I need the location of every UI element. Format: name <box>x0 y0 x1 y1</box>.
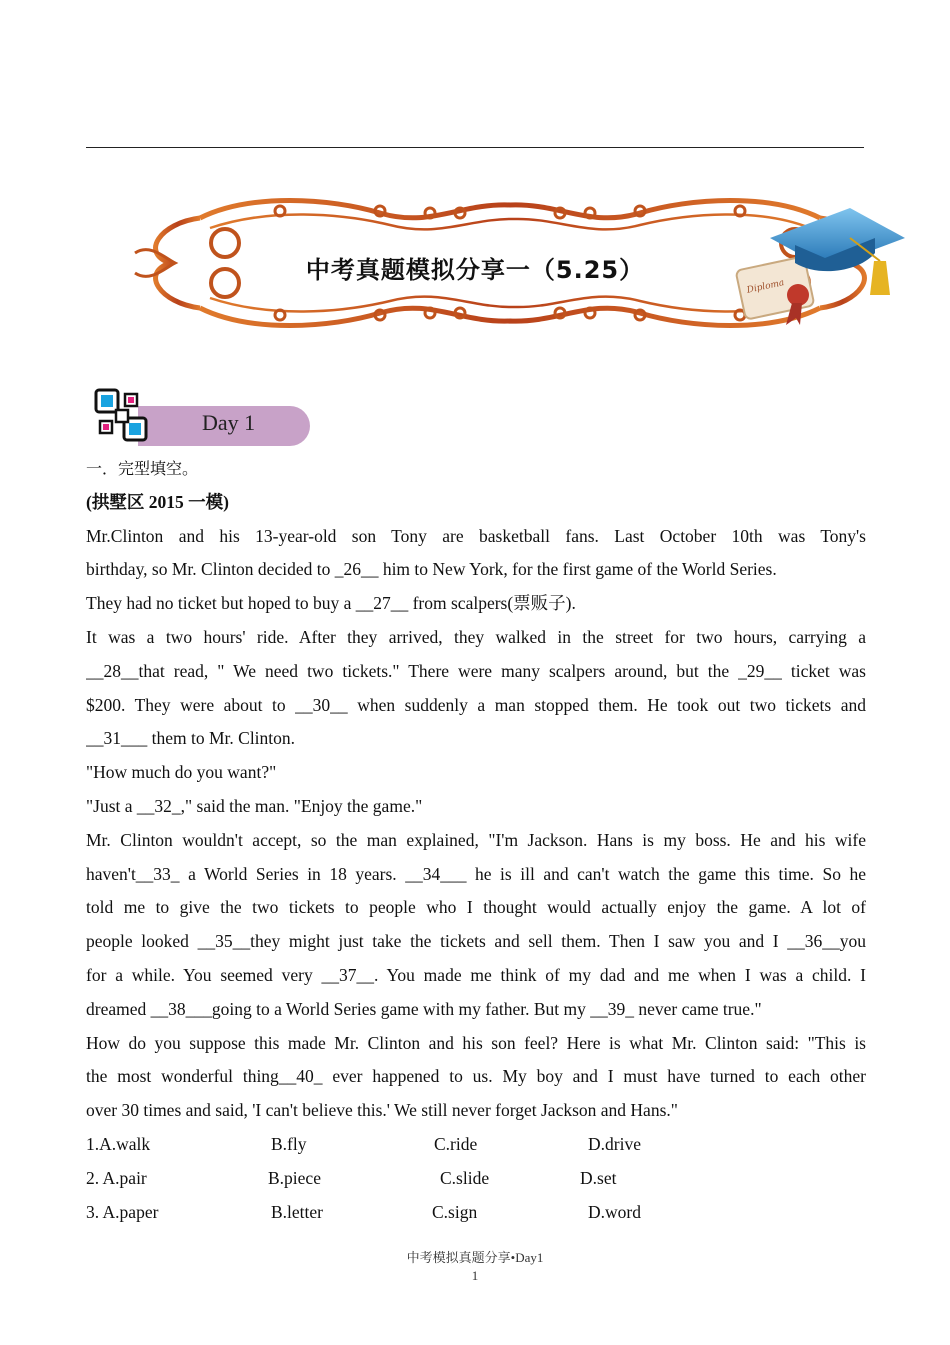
option-b: B.piece <box>268 1167 321 1188</box>
passage-line: people looked __35__they might just take the tickets and sell them. Then I saw you and I __36__you <box>86 931 866 952</box>
page-number: 1 <box>471 1268 479 1283</box>
question-row <box>86 1196 866 1230</box>
banner-title: 中考真题模拟分享一（5.25） <box>305 256 645 284</box>
passage-line: It was a two hours' ride. After they arrived, they walked in the street for two hours, carrying a <box>86 626 866 647</box>
passage-line: __31___ them to Mr. Clinton. <box>86 728 296 749</box>
option-c: C.sign <box>432 1201 478 1222</box>
passage-line: dreamed __38___going to a World Series game with my father. But my __39_ never came true." <box>86 998 762 1019</box>
passage-line: over 30 times and said, 'I can't believe this.' We still never forget Jackson and Hans." <box>86 1100 678 1121</box>
passage-line: the most wonderful thing__40_ ever happened to us. My boy and I must have turned to each other <box>86 1066 866 1087</box>
option-b: B.letter <box>271 1201 323 1222</box>
passage-line: "Just a __32_," said the man. "Enjoy the game." <box>86 795 423 816</box>
option-d: D.word <box>588 1201 641 1222</box>
passage-line: They had no ticket but hoped to buy a __27__ from scalpers(票贩子). <box>86 593 576 614</box>
passage-line: haven't__33_ a World Series in 18 years. __34___ he is ill and can't watch the game this time. So he <box>86 863 866 884</box>
option-a: 1.A.walk <box>86 1133 151 1154</box>
header-rule <box>86 147 864 148</box>
document-body <box>86 452 866 1229</box>
option-b: B.fly <box>271 1133 307 1154</box>
svg-text:Diploma: Diploma <box>745 278 786 296</box>
option-d: D.drive <box>588 1133 641 1154</box>
passage-line: $200. They were about to __30__ when suddenly a man stopped them. He took out two tickets and <box>86 694 866 715</box>
squares-logo-icon <box>94 388 150 444</box>
passage-line: Mr. Clinton wouldn't accept, so the man explained, "I'm Jackson. Hans is my boss. He and his wife <box>86 829 866 850</box>
footer-caption: 中考模拟真题分享•Day1 <box>406 1250 544 1265</box>
passage-line: __28__that read, " We need two tickets." There were many scalpers around, but the _29__ ticket was <box>86 660 866 681</box>
passage-line: birthday, so Mr. Clinton decided to _26__ him to New York, for the first game of the World Series. <box>86 559 777 580</box>
option-d: D.set <box>580 1167 617 1188</box>
passage-line: Mr.Clinton and his 13-year-old son Tony are basketball fans. Last October 10th was Tony's <box>86 525 866 546</box>
question-row <box>86 1128 866 1162</box>
option-c: C.slide <box>440 1167 490 1188</box>
option-a: 2. A.pair <box>86 1167 147 1188</box>
day-label: Day 1 <box>202 410 256 435</box>
section-heading: 一．完型填空。 <box>86 459 199 478</box>
passage-line: told me to give the two tickets to people who I thought would actually enjoy the game. A lot of <box>86 897 866 918</box>
passage-line: "How much do you want?" <box>86 762 277 783</box>
source-note: (拱墅区 2015 一模) <box>86 491 229 512</box>
question-row <box>86 1162 866 1196</box>
passage-line: How do you suppose this made Mr. Clinton and his son feel? Here is what Mr. Clinton said: "This is <box>86 1032 866 1053</box>
passage-line: for a while. You seemed very __37__. You made me think of my dad and me when I was a child. I <box>86 964 866 985</box>
option-a: 3. A.paper <box>86 1201 159 1222</box>
option-c: C.ride <box>434 1133 478 1154</box>
